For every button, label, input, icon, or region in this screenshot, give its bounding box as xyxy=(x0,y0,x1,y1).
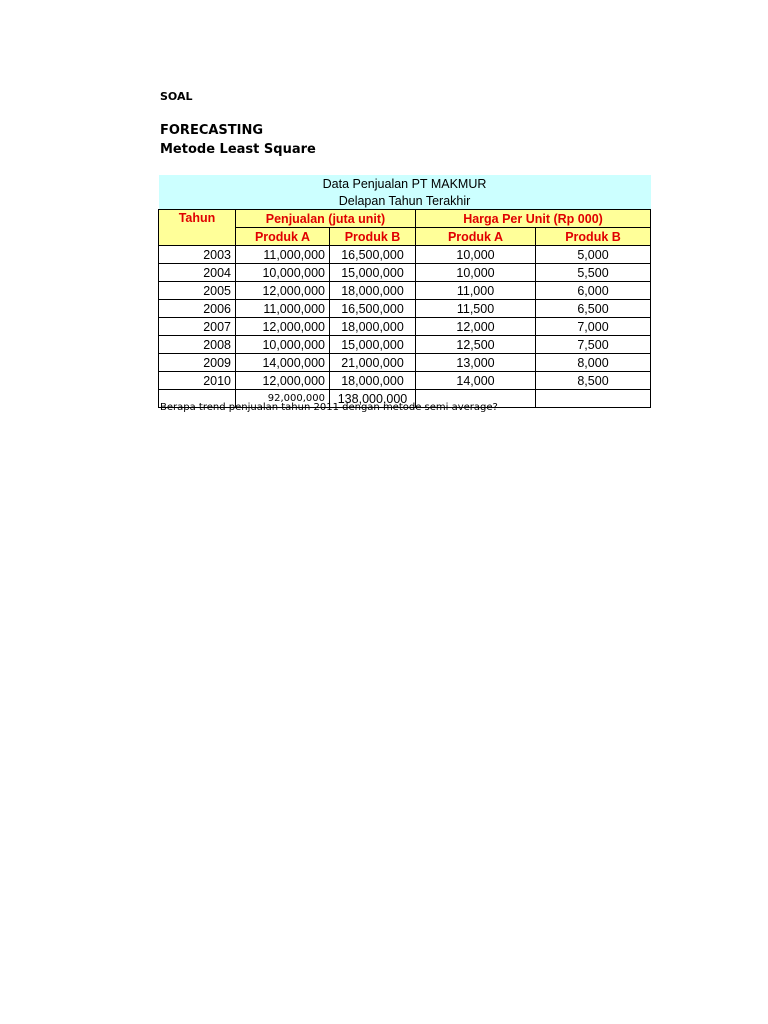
table-cell: 11,000,000 xyxy=(236,300,330,318)
table-cell: 16,500,000 xyxy=(330,300,416,318)
table-row xyxy=(159,282,651,300)
table-row xyxy=(159,264,651,282)
sub-header: Produk A xyxy=(416,228,536,246)
question-text: Berapa trend penjualan tahun 2011 dengan metode semi average? xyxy=(160,402,498,413)
heading-block xyxy=(160,121,316,159)
table-cell: 21,000,000 xyxy=(330,354,416,372)
table-cell: 14,000 xyxy=(416,372,536,390)
table-cell: 10,000,000 xyxy=(236,264,330,282)
table-cell: 18,000,000 xyxy=(330,282,416,300)
table-cell: 11,000 xyxy=(416,282,536,300)
table-cell: 10,000 xyxy=(416,246,536,264)
table-cell: 6,000 xyxy=(536,282,651,300)
total-cell: 138,000,000 xyxy=(330,390,416,408)
table-cell: 7,500 xyxy=(536,336,651,354)
total-cell: 92,000,000 xyxy=(236,390,330,408)
table-cell: 10,000,000 xyxy=(236,336,330,354)
table-cell: 8,500 xyxy=(536,372,651,390)
table-cell: 18,000,000 xyxy=(330,318,416,336)
table-cell: 11,500 xyxy=(416,300,536,318)
table-row xyxy=(159,354,651,372)
table-row xyxy=(159,372,651,390)
table-cell: 2005 xyxy=(159,282,236,300)
table-cell: 12,000,000 xyxy=(236,318,330,336)
table-cell: 14,000,000 xyxy=(236,354,330,372)
table-cell: 2006 xyxy=(159,300,236,318)
table-cell: 12,500 xyxy=(416,336,536,354)
table-cell: 13,000 xyxy=(416,354,536,372)
sub-header: Produk A xyxy=(236,228,330,246)
sales-table-wrap xyxy=(158,175,650,408)
table-cell: 2004 xyxy=(159,264,236,282)
table-row xyxy=(159,318,651,336)
table-cell: 15,000,000 xyxy=(330,336,416,354)
table-cell: 2003 xyxy=(159,246,236,264)
doc-title: FORECASTING xyxy=(160,123,264,138)
table-title-2: Delapan Tahun Terakhir xyxy=(159,192,651,210)
table-row xyxy=(159,336,651,354)
table-cell: 12,000 xyxy=(416,318,536,336)
table-cell: 7,000 xyxy=(536,318,651,336)
table-cell: 2010 xyxy=(159,372,236,390)
table-cell: 15,000,000 xyxy=(330,264,416,282)
group-price-header: Harga Per Unit (Rp 000) xyxy=(416,210,651,228)
sub-header: Produk B xyxy=(536,228,651,246)
doc-subtitle: Metode Least Square xyxy=(160,142,316,157)
sales-table xyxy=(158,175,651,408)
table-cell: 10,000 xyxy=(416,264,536,282)
table-cell: 2007 xyxy=(159,318,236,336)
table-row xyxy=(159,300,651,318)
table-title-row xyxy=(159,175,651,192)
col-year-header: Tahun xyxy=(159,210,236,246)
table-cell: 8,000 xyxy=(536,354,651,372)
table-title-1: Data Penjualan PT MAKMUR xyxy=(159,175,651,192)
group-sales-header: Penjualan (juta unit) xyxy=(236,210,416,228)
doc-label: SOAL xyxy=(160,90,193,103)
table-cell: 6,500 xyxy=(536,300,651,318)
table-cell: 2009 xyxy=(159,354,236,372)
sub-header: Produk B xyxy=(330,228,416,246)
total-cell xyxy=(536,390,651,408)
table-cell: 12,000,000 xyxy=(236,282,330,300)
table-cell: 5,000 xyxy=(536,246,651,264)
table-row xyxy=(159,246,651,264)
table-cell: 11,000,000 xyxy=(236,246,330,264)
table-body xyxy=(159,246,651,390)
table-cell: 5,500 xyxy=(536,264,651,282)
header-row xyxy=(159,210,651,228)
table-cell: 18,000,000 xyxy=(330,372,416,390)
table-cell: 2008 xyxy=(159,336,236,354)
table-title-row xyxy=(159,192,651,210)
table-cell: 12,000,000 xyxy=(236,372,330,390)
table-cell: 16,500,000 xyxy=(330,246,416,264)
